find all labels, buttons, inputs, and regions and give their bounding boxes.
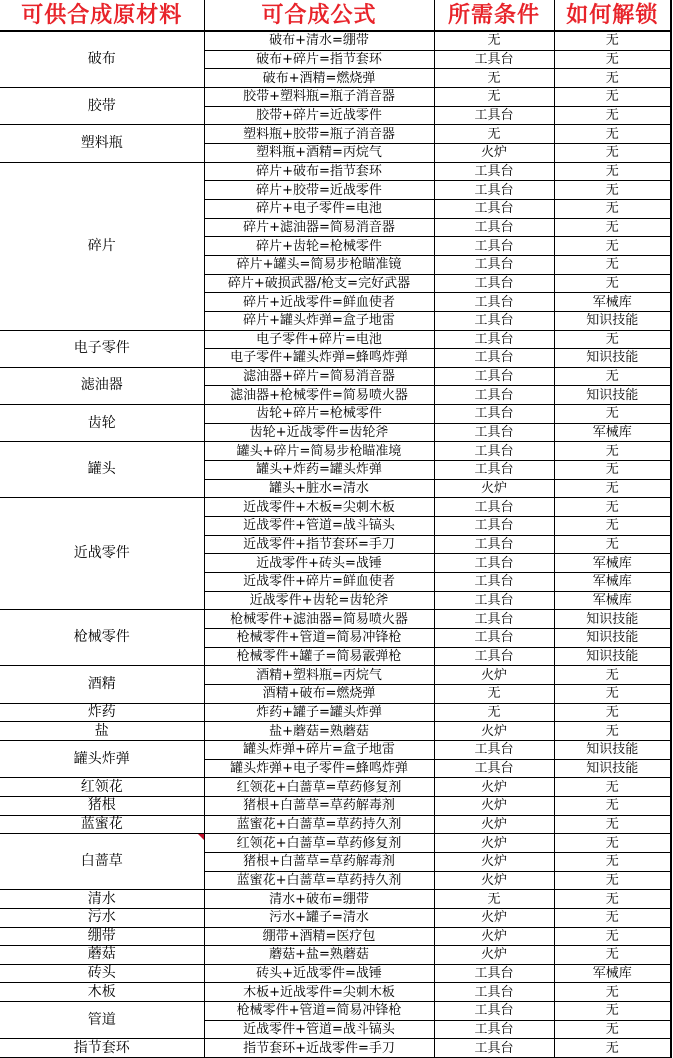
material-cell[interactable] <box>0 722 204 741</box>
material-cell[interactable] <box>0 964 204 983</box>
condition-cell[interactable]: 火炉 <box>434 666 554 685</box>
unlock-cell[interactable]: 无 <box>554 218 671 237</box>
formula-cell[interactable]: 碎片+齿轮=枪械零件 <box>204 237 434 256</box>
unlock-cell[interactable]: 无 <box>554 237 671 256</box>
formula-cell[interactable]: 枪械零件+滤油器=简易喷火器 <box>204 610 434 629</box>
material-cell[interactable] <box>0 498 204 610</box>
formula-cell[interactable]: 蘑菇+盐=熟蘑菇 <box>204 946 434 965</box>
formula-cell[interactable]: 猪根+白蔷草=草药解毒剂 <box>204 852 434 871</box>
header-condition: 所需条件 <box>434 0 554 31</box>
unlock-cell[interactable]: 无 <box>554 796 671 815</box>
header-unlock: 如何解锁 <box>554 0 671 31</box>
condition-cell[interactable]: 火炉 <box>434 871 554 890</box>
table-row <box>0 983 671 1002</box>
table-body <box>0 31 671 1058</box>
formula-cell[interactable]: 木板+近战零件=尖刺木板 <box>204 983 434 1002</box>
formula-cell[interactable]: 污水+罐子=清水 <box>204 908 434 927</box>
table-row <box>0 815 671 834</box>
table-row <box>0 1039 671 1058</box>
formula-cell[interactable]: 指节套环+近战零件=手刀 <box>204 1039 434 1058</box>
table-row <box>0 796 671 815</box>
table-row <box>0 162 671 181</box>
formula-cell[interactable]: 塑料瓶+胶带=瓶子消音器 <box>204 125 434 144</box>
material-label: 猪根 <box>87 797 116 814</box>
material-label: 红领花 <box>80 778 123 795</box>
table-row <box>0 722 671 741</box>
formula-cell[interactable]: 近战零件+木板=尖刺木板 <box>204 498 434 517</box>
material-label: 木板 <box>87 983 116 1000</box>
condition-cell[interactable]: 工具台 <box>434 293 554 312</box>
formula-cell[interactable]: 齿轮+碎片=枪械零件 <box>204 405 434 424</box>
formula-cell[interactable]: 破布+碎片=指节套环 <box>204 50 434 69</box>
condition-cell[interactable]: 工具台 <box>434 274 554 293</box>
material-cell[interactable] <box>0 1039 204 1058</box>
formula-cell[interactable]: 枪械零件+管道=简易冲锋枪 <box>204 1002 434 1021</box>
material-cell[interactable] <box>0 815 204 834</box>
material-cell[interactable] <box>0 908 204 927</box>
formula-cell[interactable]: 胶带+碎片=近战零件 <box>204 106 434 125</box>
condition-cell[interactable]: 火炉 <box>434 927 554 946</box>
table-row <box>0 740 671 759</box>
formula-cell[interactable]: 绷带+酒精=医疗包 <box>204 927 434 946</box>
material-label: 近战零件 <box>73 545 130 562</box>
unlock-cell[interactable]: 无 <box>554 1002 671 1021</box>
formula-cell[interactable]: 猪根+白蔷草=草药解毒剂 <box>204 796 434 815</box>
condition-cell[interactable]: 工具台 <box>434 517 554 536</box>
comment-indicator-icon[interactable] <box>198 834 204 840</box>
table-row <box>0 442 671 461</box>
material-label: 盐 <box>94 722 109 739</box>
unlock-cell[interactable]: 无 <box>554 125 671 144</box>
material-cell[interactable] <box>0 890 204 909</box>
unlock-cell[interactable]: 知识技能 <box>554 647 671 666</box>
condition-cell[interactable]: 工具台 <box>434 237 554 256</box>
unlock-cell[interactable]: 无 <box>554 479 671 498</box>
condition-cell[interactable]: 无 <box>434 87 554 106</box>
condition-cell[interactable]: 工具台 <box>434 423 554 442</box>
material-label: 滤油器 <box>80 377 123 394</box>
unlock-cell[interactable]: 无 <box>554 405 671 424</box>
table-row <box>0 666 671 685</box>
formula-cell[interactable]: 炸药+罐子=罐头炸弹 <box>204 703 434 722</box>
material-label: 污水 <box>87 909 116 926</box>
material-label: 绷带 <box>87 927 116 944</box>
material-label: 齿轮 <box>87 414 116 431</box>
material-label: 管道 <box>87 1011 116 1028</box>
condition-cell[interactable]: 工具台 <box>434 330 554 349</box>
formula-cell[interactable]: 砖头+近战零件=战锤 <box>204 964 434 983</box>
material-cell[interactable] <box>0 927 204 946</box>
condition-cell[interactable]: 火炉 <box>434 852 554 871</box>
condition-cell[interactable]: 工具台 <box>434 554 554 573</box>
material-label: 酒精 <box>87 675 116 692</box>
condition-cell[interactable]: 工具台 <box>434 759 554 778</box>
material-cell[interactable] <box>0 31 204 87</box>
material-label: 蓝蜜花 <box>80 815 123 832</box>
table-row <box>0 908 671 927</box>
material-label: 胶带 <box>87 97 116 114</box>
formula-cell[interactable]: 蓝蜜花+白蔷草=草药持久剂 <box>204 871 434 890</box>
material-label: 塑料瓶 <box>80 134 123 151</box>
table-row <box>0 890 671 909</box>
unlock-cell[interactable]: 无 <box>554 1020 671 1039</box>
condition-cell[interactable]: 无 <box>434 684 554 703</box>
formula-cell[interactable]: 碎片+破布=指节套环 <box>204 162 434 181</box>
unlock-cell[interactable]: 无 <box>554 274 671 293</box>
formula-cell[interactable]: 滤油器+枪械零件=简易喷火器 <box>204 386 434 405</box>
table-row <box>0 498 671 517</box>
condition-cell[interactable]: 工具台 <box>434 498 554 517</box>
unlock-cell[interactable]: 无 <box>554 162 671 181</box>
table-row <box>0 778 671 797</box>
formula-cell[interactable]: 近战零件+砖头=战锤 <box>204 554 434 573</box>
formula-cell[interactable]: 近战零件+齿轮=齿轮斧 <box>204 591 434 610</box>
material-cell[interactable] <box>0 330 204 367</box>
unlock-cell[interactable]: 无 <box>554 908 671 927</box>
unlock-cell[interactable]: 军械库 <box>554 573 671 592</box>
condition-cell[interactable]: 火炉 <box>434 946 554 965</box>
unlock-cell[interactable]: 军械库 <box>554 554 671 573</box>
material-cell[interactable] <box>0 983 204 1002</box>
unlock-cell[interactable]: 无 <box>554 778 671 797</box>
formula-cell[interactable]: 罐头+脏水=清水 <box>204 479 434 498</box>
table-row <box>0 610 671 629</box>
formula-cell[interactable]: 近战零件+指节套环=手刀 <box>204 535 434 554</box>
condition-cell[interactable]: 工具台 <box>434 1002 554 1021</box>
material-label: 破布 <box>87 50 116 67</box>
material-cell[interactable] <box>0 666 204 703</box>
table-row <box>0 405 671 424</box>
unlock-cell[interactable]: 知识技能 <box>554 759 671 778</box>
condition-cell[interactable]: 工具台 <box>434 199 554 218</box>
material-cell[interactable] <box>0 162 204 330</box>
unlock-cell[interactable]: 无 <box>554 143 671 162</box>
table-row <box>0 1002 671 1021</box>
unlock-cell[interactable]: 无 <box>554 666 671 685</box>
formula-cell[interactable]: 盐+蘑菇=熟蘑菇 <box>204 722 434 741</box>
formula-cell[interactable]: 碎片+罐头=简易步枪瞄准镜 <box>204 255 434 274</box>
formula-cell[interactable]: 罐头炸弹+电子零件=蜂鸣炸弹 <box>204 759 434 778</box>
formula-cell[interactable]: 蓝蜜花+白蔷草=草药持久剂 <box>204 815 434 834</box>
formula-cell[interactable]: 电子零件+碎片=电池 <box>204 330 434 349</box>
condition-cell[interactable]: 工具台 <box>434 647 554 666</box>
table-row <box>0 367 671 386</box>
formula-cell[interactable]: 罐头+碎片=简易步枪瞄准境 <box>204 442 434 461</box>
condition-cell[interactable]: 火炉 <box>434 722 554 741</box>
material-cell[interactable] <box>0 87 204 124</box>
unlock-cell[interactable]: 无 <box>554 983 671 1002</box>
condition-cell[interactable]: 火炉 <box>434 143 554 162</box>
unlock-cell[interactable]: 无 <box>554 106 671 125</box>
unlock-cell[interactable]: 无 <box>554 50 671 69</box>
formula-cell[interactable]: 罐头+炸药=罐头炸弹 <box>204 461 434 480</box>
condition-cell[interactable]: 工具台 <box>434 162 554 181</box>
unlock-cell[interactable]: 军械库 <box>554 964 671 983</box>
formula-cell[interactable]: 塑料瓶+酒精=丙烷气 <box>204 143 434 162</box>
unlock-cell[interactable]: 无 <box>554 815 671 834</box>
unlock-cell[interactable]: 无 <box>554 535 671 554</box>
condition-cell[interactable]: 工具台 <box>434 591 554 610</box>
unlock-cell[interactable]: 无 <box>554 890 671 909</box>
formula-cell[interactable]: 酒精+塑料瓶=丙烷气 <box>204 666 434 685</box>
unlock-cell[interactable]: 无 <box>554 852 671 871</box>
header-formula: 可合成公式 <box>204 0 434 31</box>
unlock-cell[interactable]: 无 <box>554 367 671 386</box>
condition-cell[interactable]: 无 <box>434 125 554 144</box>
formula-cell[interactable]: 碎片+罐头炸弹=盒子地雷 <box>204 311 434 330</box>
condition-cell[interactable]: 工具台 <box>434 442 554 461</box>
table-row <box>0 31 671 50</box>
condition-cell[interactable]: 工具台 <box>434 461 554 480</box>
material-label: 指节套环 <box>73 1039 130 1056</box>
unlock-cell[interactable]: 无 <box>554 517 671 536</box>
material-cell[interactable] <box>0 1002 204 1039</box>
formula-cell[interactable]: 红领花+白蔷草=草药修复剂 <box>204 834 434 853</box>
material-label: 罐头 <box>87 461 116 478</box>
condition-cell[interactable]: 无 <box>434 890 554 909</box>
condition-cell[interactable]: 工具台 <box>434 629 554 648</box>
material-cell[interactable] <box>0 367 204 404</box>
material-label: 清水 <box>87 890 116 907</box>
table-row <box>0 964 671 983</box>
formula-cell[interactable]: 碎片+破损武器/枪支=完好武器 <box>204 274 434 293</box>
header-row <box>0 0 671 31</box>
condition-cell[interactable]: 工具台 <box>434 349 554 368</box>
condition-cell[interactable]: 工具台 <box>434 1020 554 1039</box>
unlock-cell[interactable]: 军械库 <box>554 293 671 312</box>
table-row <box>0 834 671 853</box>
formula-cell[interactable]: 碎片+滤油器=简易消音器 <box>204 218 434 237</box>
unlock-cell[interactable]: 无 <box>554 442 671 461</box>
unlock-cell[interactable]: 无 <box>554 330 671 349</box>
condition-cell[interactable]: 工具台 <box>434 367 554 386</box>
unlock-cell[interactable]: 无 <box>554 684 671 703</box>
condition-cell[interactable]: 火炉 <box>434 479 554 498</box>
unlock-cell[interactable]: 无 <box>554 871 671 890</box>
table-row <box>0 330 671 349</box>
formula-cell[interactable]: 枪械零件+管道=简易冲锋枪 <box>204 629 434 648</box>
material-cell[interactable] <box>0 125 204 162</box>
material-cell[interactable] <box>0 703 204 722</box>
formula-cell[interactable]: 近战零件+管道=战斗镐头 <box>204 1020 434 1039</box>
unlock-cell[interactable]: 无 <box>554 927 671 946</box>
condition-cell[interactable]: 工具台 <box>434 610 554 629</box>
condition-cell[interactable]: 工具台 <box>434 50 554 69</box>
material-label: 炸药 <box>87 703 116 720</box>
material-label: 碎片 <box>87 237 116 254</box>
formula-cell[interactable]: 破布+清水=绷带 <box>204 31 434 50</box>
unlock-cell[interactable]: 无 <box>554 181 671 200</box>
table-row <box>0 87 671 106</box>
unlock-cell[interactable]: 无 <box>554 703 671 722</box>
material-label: 电子零件 <box>73 340 130 357</box>
material-cell[interactable] <box>0 778 204 797</box>
unlock-cell[interactable]: 无 <box>554 722 671 741</box>
condition-cell[interactable]: 无 <box>434 69 554 88</box>
unlock-cell[interactable]: 知识技能 <box>554 311 671 330</box>
formula-cell[interactable]: 齿轮+近战零件=齿轮斧 <box>204 423 434 442</box>
unlock-cell[interactable]: 无 <box>554 31 671 50</box>
unlock-cell[interactable]: 知识技能 <box>554 610 671 629</box>
formula-cell[interactable]: 破布+酒精=燃烧弹 <box>204 69 434 88</box>
unlock-cell[interactable]: 军械库 <box>554 423 671 442</box>
condition-cell[interactable]: 工具台 <box>434 573 554 592</box>
table-row <box>0 703 671 722</box>
table-row <box>0 125 671 144</box>
condition-cell[interactable]: 工具台 <box>434 964 554 983</box>
material-label: 枪械零件 <box>73 629 130 646</box>
table-row <box>0 927 671 946</box>
formula-cell[interactable]: 罐头炸弹+碎片=盒子地雷 <box>204 740 434 759</box>
material-cell[interactable] <box>0 834 204 890</box>
condition-cell[interactable]: 工具台 <box>434 1039 554 1058</box>
formula-cell[interactable]: 电子零件+罐头炸弹=蜂鸣炸弹 <box>204 349 434 368</box>
formula-cell[interactable]: 红领花+白蔷草=草药修复剂 <box>204 778 434 797</box>
material-cell[interactable] <box>0 946 204 965</box>
condition-cell[interactable]: 工具台 <box>434 740 554 759</box>
condition-cell[interactable]: 无 <box>434 31 554 50</box>
unlock-cell[interactable]: 知识技能 <box>554 386 671 405</box>
unlock-cell[interactable]: 无 <box>554 946 671 965</box>
unlock-cell[interactable]: 无 <box>554 498 671 517</box>
material-label: 砖头 <box>87 965 116 982</box>
formula-cell[interactable]: 近战零件+管道=战斗镐头 <box>204 517 434 536</box>
condition-cell[interactable]: 工具台 <box>434 983 554 1002</box>
material-cell[interactable] <box>0 442 204 498</box>
unlock-cell[interactable]: 无 <box>554 834 671 853</box>
formula-cell[interactable]: 清水+破布=绷带 <box>204 890 434 909</box>
formula-cell[interactable]: 碎片+电子零件=电池 <box>204 199 434 218</box>
formula-cell[interactable]: 枪械零件+罐子=简易霰弹枪 <box>204 647 434 666</box>
formula-cell[interactable]: 碎片+胶带=近战零件 <box>204 181 434 200</box>
condition-cell[interactable]: 工具台 <box>434 535 554 554</box>
unlock-cell[interactable]: 军械库 <box>554 591 671 610</box>
material-cell[interactable] <box>0 405 204 442</box>
condition-cell[interactable]: 工具台 <box>434 386 554 405</box>
material-label: 白蔷草 <box>80 853 123 870</box>
condition-cell[interactable]: 无 <box>434 703 554 722</box>
unlock-cell[interactable]: 无 <box>554 1039 671 1058</box>
condition-cell[interactable]: 工具台 <box>434 405 554 424</box>
formula-cell[interactable]: 胶带+塑料瓶=瓶子消音器 <box>204 87 434 106</box>
formula-cell[interactable]: 酒精+破布=燃烧弹 <box>204 684 434 703</box>
unlock-cell[interactable]: 无 <box>554 255 671 274</box>
formula-cell[interactable]: 碎片+近战零件=鲜血使者 <box>204 293 434 312</box>
condition-cell[interactable]: 工具台 <box>434 218 554 237</box>
material-cell[interactable] <box>0 740 204 777</box>
unlock-cell[interactable]: 无 <box>554 69 671 88</box>
unlock-cell[interactable]: 无 <box>554 199 671 218</box>
condition-cell[interactable]: 工具台 <box>434 181 554 200</box>
condition-cell[interactable]: 火炉 <box>434 778 554 797</box>
condition-cell[interactable]: 火炉 <box>434 834 554 853</box>
header-material: 可供合成原材料 <box>0 0 204 31</box>
condition-cell[interactable]: 火炉 <box>434 908 554 927</box>
unlock-cell[interactable]: 无 <box>554 87 671 106</box>
unlock-cell[interactable]: 知识技能 <box>554 740 671 759</box>
formula-cell[interactable]: 滤油器+碎片=简易消音器 <box>204 367 434 386</box>
material-cell[interactable] <box>0 796 204 815</box>
material-label: 蘑菇 <box>87 946 116 963</box>
condition-cell[interactable]: 工具台 <box>434 311 554 330</box>
material-cell[interactable] <box>0 610 204 666</box>
condition-cell[interactable]: 火炉 <box>434 815 554 834</box>
table-row <box>0 946 671 965</box>
unlock-cell[interactable]: 知识技能 <box>554 349 671 368</box>
material-label: 罐头炸弹 <box>73 750 130 767</box>
condition-cell[interactable]: 火炉 <box>434 796 554 815</box>
formula-cell[interactable]: 近战零件+碎片=鲜血使者 <box>204 573 434 592</box>
condition-cell[interactable]: 工具台 <box>434 255 554 274</box>
unlock-cell[interactable]: 知识技能 <box>554 629 671 648</box>
condition-cell[interactable]: 工具台 <box>434 106 554 125</box>
unlock-cell[interactable]: 无 <box>554 461 671 480</box>
